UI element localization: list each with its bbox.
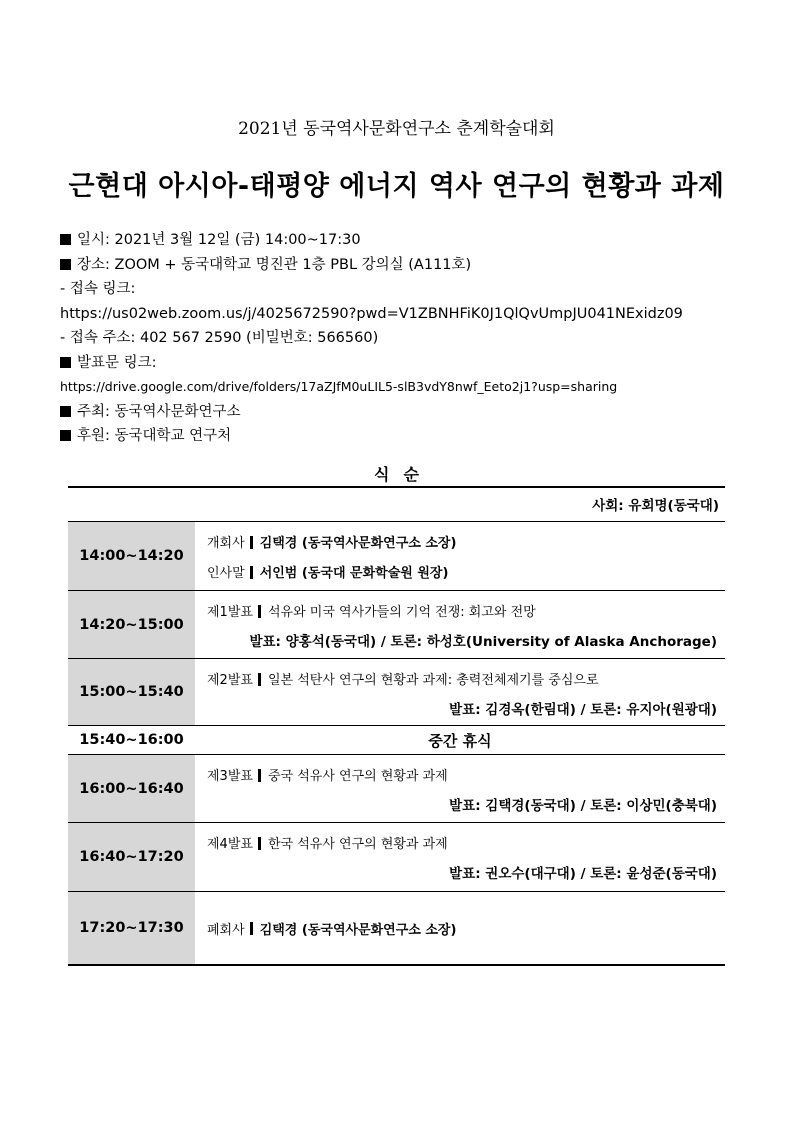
bar-icon xyxy=(250,922,253,935)
square-bullet-icon xyxy=(60,234,71,245)
square-bullet-icon xyxy=(60,259,71,270)
row-label: 개회사 xyxy=(207,536,245,551)
row-presenters: 발표: 김택경(동국대) / 토론: 이상민(충북대) xyxy=(449,798,717,814)
info-organizer xyxy=(60,400,750,425)
row-label: 폐회사 xyxy=(207,922,245,938)
square-bullet-icon xyxy=(60,406,71,417)
paper-link[interactable]: https://drive.google.com/drive/folders/17aZJfM0uLIL5-slB3vdY8nwf_Eeto2j1?usp=sharing xyxy=(60,379,618,394)
row-label: 제2발표 xyxy=(207,673,253,688)
schedule-row xyxy=(68,754,725,822)
row-topic: 중국 석유사 연구의 현황과 과제 xyxy=(267,769,448,784)
info-link-label: - 접속 링크: xyxy=(60,281,136,297)
event-subtitle: 2021년 동국역사문화연구소 춘계학술대회 xyxy=(238,119,555,139)
row-time: 14:00~14:20 xyxy=(68,522,195,590)
row-topic: 석유와 미국 역사가들의 기억 전쟁: 회고와 전망 xyxy=(267,605,536,620)
zoom-link[interactable]: https://us02web.zoom.us/j/4025672590?pwd=V1ZBNHFiK0J1QlQvUmpJU041NExidz09 xyxy=(60,305,683,322)
paper-label-text: 발표문 링크: xyxy=(77,354,157,371)
schedule-row xyxy=(68,521,725,590)
row-presenters: 발표: 김경옥(한림대) / 토론: 유지아(원광대) xyxy=(449,702,717,718)
bar-icon xyxy=(258,673,261,686)
row-content xyxy=(195,591,725,658)
break-label: 중간 휴식 xyxy=(428,731,492,750)
row-label: 제1발표 xyxy=(207,605,253,620)
row-time: 14:20~15:00 xyxy=(68,591,195,658)
row-label: 제4발표 xyxy=(207,837,253,852)
schedule-row xyxy=(68,658,725,725)
row-content xyxy=(195,823,725,891)
bar-icon xyxy=(250,566,253,579)
schedule-title: 식순 xyxy=(374,465,433,484)
row-content xyxy=(195,755,725,822)
event-title: 근현대 아시아-태평양 에너지 역사 연구의 현황과 과제 xyxy=(68,171,725,202)
info-venue xyxy=(60,253,750,278)
row-time: 15:00~15:40 xyxy=(68,659,195,725)
row-topic: 일본 석탄사 연구의 현황과 과제: 총력전체제기를 중심으로 xyxy=(267,673,599,688)
square-bullet-icon xyxy=(60,430,71,441)
info-sponsor xyxy=(60,424,750,449)
row-topic: 한국 석유사 연구의 현황과 과제 xyxy=(267,837,448,852)
schedule-row xyxy=(68,590,725,658)
row-content xyxy=(195,892,725,964)
square-bullet-icon xyxy=(60,357,71,368)
row-time: 15:40~16:00 xyxy=(68,726,195,754)
venue-text: 장소: ZOOM + 동국대학교 명진관 1층 PBL 강의실 (A111호) xyxy=(77,256,472,273)
row-time: 16:40~17:20 xyxy=(68,823,195,891)
row-presenters: 발표: 권오수(대구대) / 토론: 윤성준(동국대) xyxy=(449,866,717,882)
row-text: 김택경 (동국역사문화연구소 소장) xyxy=(259,536,457,551)
bar-icon xyxy=(258,769,261,782)
info-date xyxy=(60,228,750,253)
schedule-row xyxy=(68,822,725,891)
schedule-table xyxy=(68,486,725,966)
row-text: 김택경 (동국역사문화연구소 소장) xyxy=(259,922,457,938)
row-content xyxy=(195,522,725,590)
row-presenters: 발표: 양홍석(동국대) / 토론: 하성호(University of Alaska Anchorage) xyxy=(249,634,717,650)
sponsor-text: 후원: 동국대학교 연구처 xyxy=(77,428,232,444)
row-time: 17:20~17:30 xyxy=(68,892,195,964)
bar-icon xyxy=(258,837,261,850)
schedule-row-break xyxy=(68,725,725,754)
host-text: 사회: 유회명(동국대) xyxy=(592,498,719,514)
info-access: - 접속 주소: 402 567 2590 (비밀번호: 566560) xyxy=(60,330,379,346)
row-label: 인사말 xyxy=(207,566,245,581)
event-info xyxy=(60,228,750,449)
bar-icon xyxy=(258,605,261,618)
organizer-text: 주최: 동국역사문화연구소 xyxy=(77,403,241,420)
row-content xyxy=(195,659,725,725)
row-label: 제3발표 xyxy=(207,769,253,784)
bar-icon xyxy=(250,536,253,549)
schedule-row xyxy=(68,891,725,966)
row-text: 서인범 (동국대 문화학술원 원장) xyxy=(259,566,449,581)
info-paper-label xyxy=(60,351,750,376)
date-text: 일시: 2021년 3월 12일 (금) 14:00~17:30 xyxy=(77,232,361,248)
row-time: 16:00~16:40 xyxy=(68,755,195,822)
